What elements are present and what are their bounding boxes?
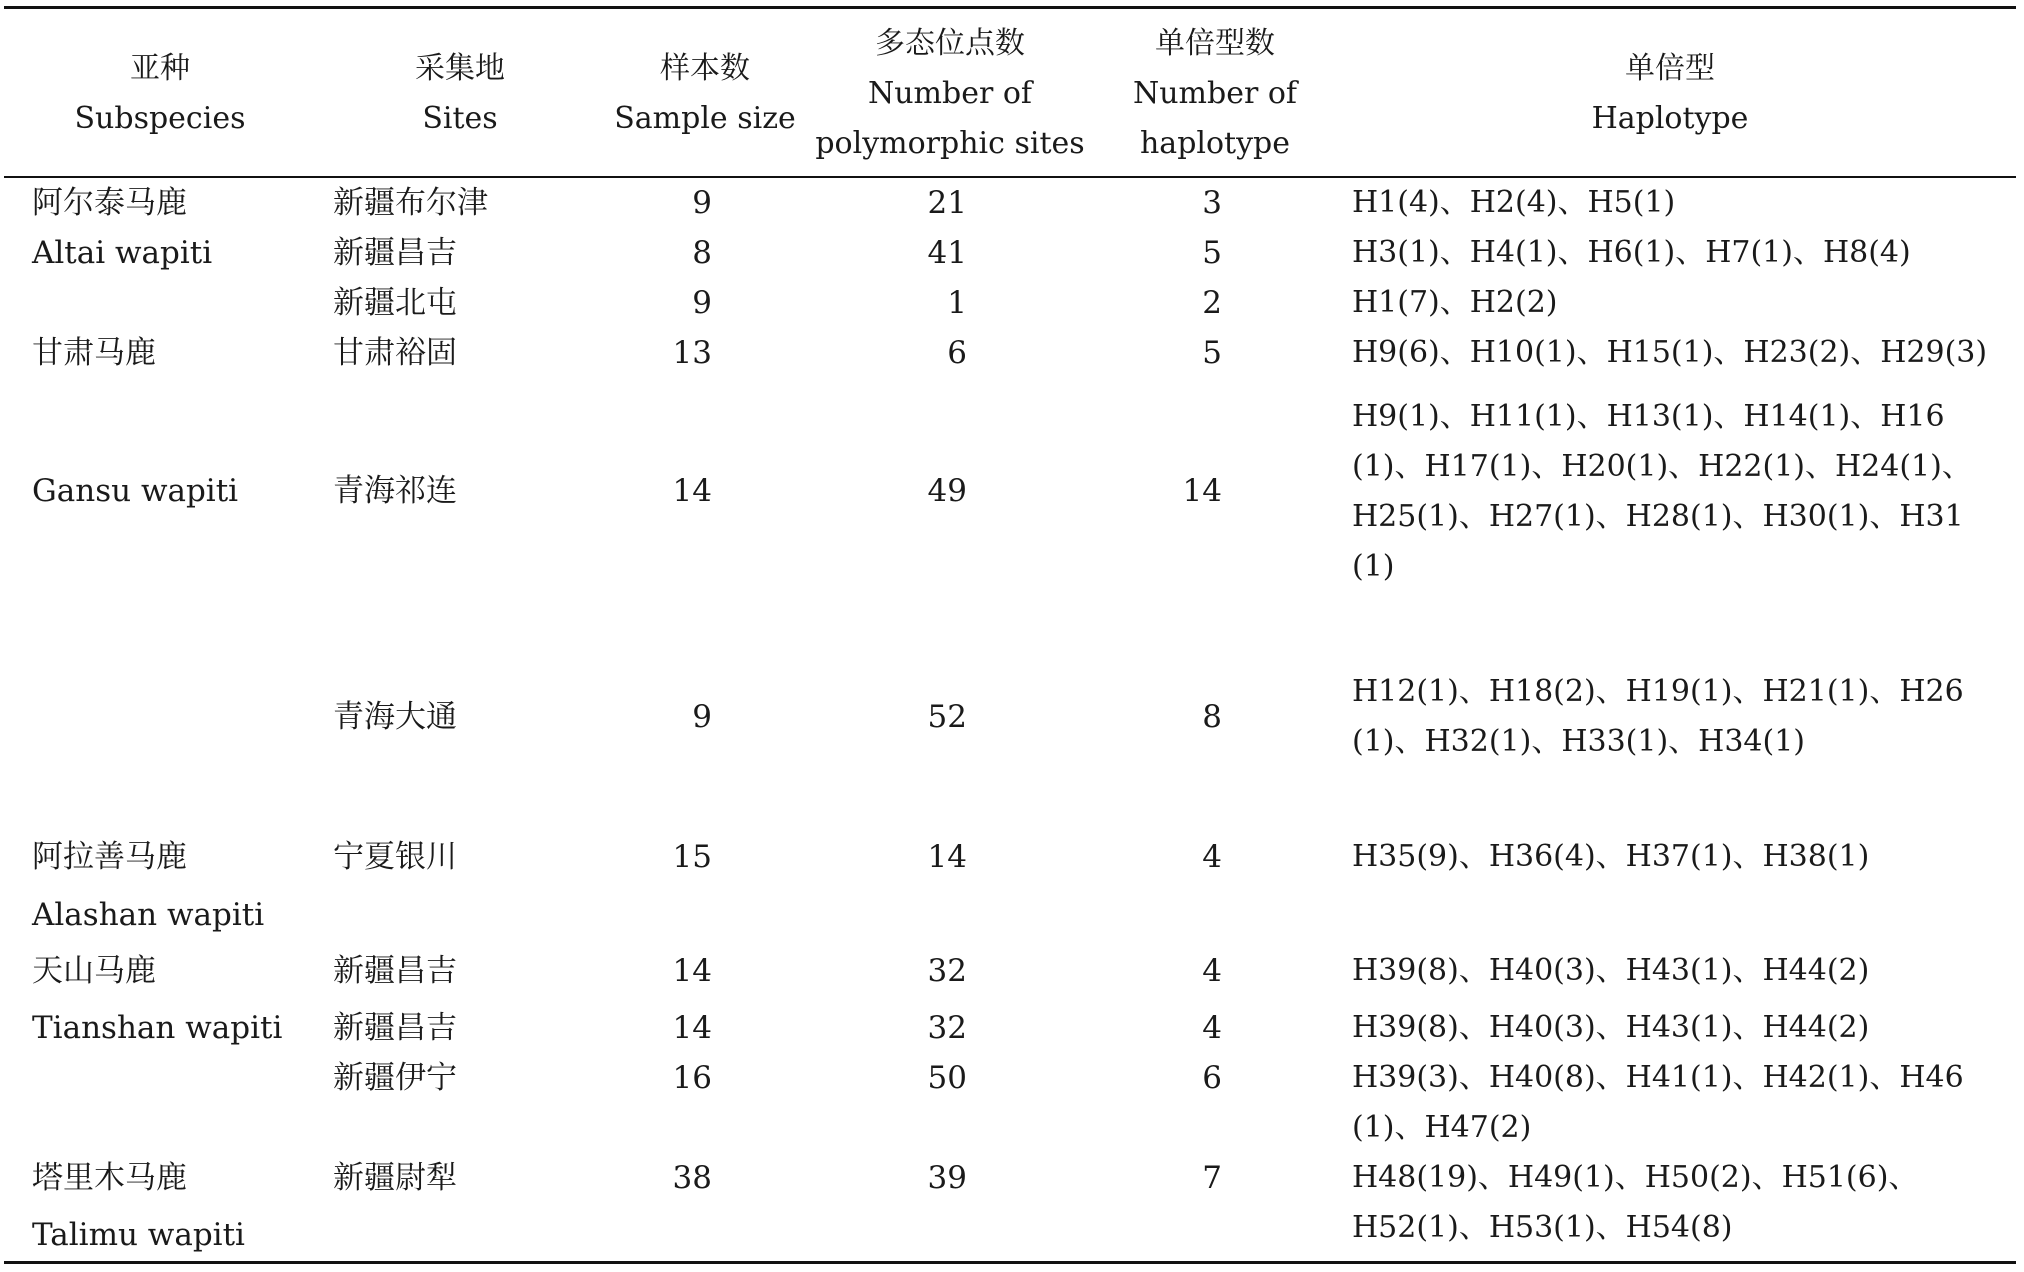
haplotype-line: H3(1)、H4(1)、H6(1)、H7(1)、H8(4) xyxy=(1352,235,1911,270)
header-polymorphic-en2: polymorphic sites xyxy=(815,126,1085,161)
header-haplotype-num-en2: haplotype xyxy=(1139,126,1291,161)
table-bottom-rule xyxy=(4,1261,2016,1264)
haplotype-line: H9(1)、H11(1)、H13(1)、H14(1)、H16 xyxy=(1352,399,1945,434)
header-sites-en: Sites xyxy=(422,101,498,136)
header-sites xyxy=(360,44,560,144)
haplotype-line: H39(3)、H40(8)、H41(1)、H42(1)、H46 xyxy=(1352,1060,1964,1095)
cell-haplotypes xyxy=(1352,178,2024,228)
cell-subspecies: 阿尔泰马鹿 xyxy=(32,185,187,221)
cell-haplotype-count: 4 xyxy=(1202,953,1222,989)
header-sample-size xyxy=(600,44,810,144)
cell-site: 青海祁连 xyxy=(333,473,457,509)
header-polymorphic-en1: Number of xyxy=(867,76,1033,111)
haplotype-line: H39(8)、H40(3)、H43(1)、H44(2) xyxy=(1352,1010,1870,1045)
header-sample-size-en: Sample size xyxy=(614,101,796,136)
cell-polymorphic-sites: 14 xyxy=(927,839,967,875)
cell-haplotypes xyxy=(1352,328,2024,378)
haplotype-line: H39(8)、H40(3)、H43(1)、H44(2) xyxy=(1352,953,1870,988)
cell-subspecies: 塔里木马鹿 xyxy=(32,1160,187,1196)
cell-polymorphic-sites: 50 xyxy=(927,1060,967,1096)
cell-haplotype-count: 8 xyxy=(1202,699,1222,735)
cell-sample-size: 14 xyxy=(672,1010,712,1046)
cell-site: 青海大通 xyxy=(333,699,457,735)
header-haplotype-en: Haplotype xyxy=(1591,101,1749,136)
haplotype-line: H25(1)、H27(1)、H28(1)、H30(1)、H31 xyxy=(1352,499,1964,534)
header-haplotype-num-en1: Number of xyxy=(1132,76,1298,111)
cell-sample-size: 8 xyxy=(692,235,712,271)
table-top-rule xyxy=(4,6,2016,9)
header-number-of-haplotype xyxy=(1110,19,1320,169)
haplotype-line: (1)、H47(2) xyxy=(1352,1110,1532,1145)
cell-polymorphic-sites: 6 xyxy=(947,335,967,371)
cell-sample-size: 13 xyxy=(672,335,712,371)
cell-subspecies: Gansu wapiti xyxy=(32,473,239,509)
cell-sample-size: 15 xyxy=(672,839,712,875)
cell-subspecies: Tianshan wapiti xyxy=(32,1010,283,1046)
header-haplotype xyxy=(1470,44,1870,144)
header-sample-size-cn: 样本数 xyxy=(660,51,750,86)
cell-haplotypes xyxy=(1352,832,2024,882)
cell-haplotypes xyxy=(1352,228,2024,278)
cell-haplotypes xyxy=(1352,1153,2024,1253)
cell-sample-size: 14 xyxy=(672,953,712,989)
cell-haplotype-count: 7 xyxy=(1202,1160,1222,1196)
cell-site: 新疆昌吉 xyxy=(333,235,457,271)
cell-haplotype-count: 6 xyxy=(1202,1060,1222,1096)
cell-haplotype-count: 5 xyxy=(1202,235,1222,271)
cell-subspecies: 阿拉善马鹿 xyxy=(32,839,187,875)
cell-site: 新疆北屯 xyxy=(333,285,457,321)
haplotype-line: H48(19)、H49(1)、H50(2)、H51(6)、 xyxy=(1352,1160,1919,1195)
cell-sample-size: 38 xyxy=(672,1160,712,1196)
cell-haplotypes xyxy=(1352,1053,2024,1153)
cell-haplotypes xyxy=(1352,667,2024,767)
cell-haplotypes xyxy=(1352,1003,2024,1053)
cell-polymorphic-sites: 52 xyxy=(927,699,967,735)
cell-polymorphic-sites: 39 xyxy=(927,1160,967,1196)
haplotype-line: H1(7)、H2(2) xyxy=(1352,285,1558,320)
cell-haplotype-count: 14 xyxy=(1182,473,1222,509)
cell-polymorphic-sites: 32 xyxy=(927,953,967,989)
cell-site: 甘肃裕固 xyxy=(333,335,457,371)
cell-site: 新疆尉犁 xyxy=(333,1160,457,1196)
haplotype-line: H35(9)、H36(4)、H37(1)、H38(1) xyxy=(1352,839,1870,874)
cell-sample-size: 9 xyxy=(692,285,712,321)
cell-polymorphic-sites: 21 xyxy=(927,185,967,221)
header-haplotype-cn: 单倍型 xyxy=(1625,51,1715,86)
cell-site: 新疆伊宁 xyxy=(333,1060,457,1096)
header-subspecies xyxy=(40,44,280,144)
cell-subspecies: Altai wapiti xyxy=(32,235,213,271)
cell-site: 新疆昌吉 xyxy=(333,953,457,989)
haplotype-line: H12(1)、H18(2)、H19(1)、H21(1)、H26 xyxy=(1352,674,1964,709)
cell-subspecies: Talimu wapiti xyxy=(32,1217,245,1253)
cell-sample-size: 9 xyxy=(692,699,712,735)
cell-haplotype-count: 2 xyxy=(1202,285,1222,321)
cell-site: 宁夏银川 xyxy=(333,839,457,875)
cell-sample-size: 14 xyxy=(672,473,712,509)
haplotype-line: (1) xyxy=(1352,549,1395,584)
cell-haplotype-count: 4 xyxy=(1202,1010,1222,1046)
cell-sample-size: 16 xyxy=(672,1060,712,1096)
header-sites-cn: 采集地 xyxy=(415,51,505,86)
cell-subspecies: 天山马鹿 xyxy=(32,953,156,989)
header-polymorphic-sites xyxy=(800,19,1100,169)
cell-polymorphic-sites: 41 xyxy=(927,235,967,271)
cell-sample-size: 9 xyxy=(692,185,712,221)
header-haplotype-num-cn: 单倍型数 xyxy=(1155,26,1275,61)
cell-haplotypes xyxy=(1352,946,2024,996)
cell-haplotype-count: 3 xyxy=(1202,185,1222,221)
haplotype-line: H52(1)、H53(1)、H54(8) xyxy=(1352,1210,1733,1245)
cell-polymorphic-sites: 1 xyxy=(947,285,967,321)
cell-polymorphic-sites: 32 xyxy=(927,1010,967,1046)
cell-subspecies: 甘肃马鹿 xyxy=(32,335,156,371)
cell-haplotypes xyxy=(1352,278,2024,328)
header-subspecies-en: Subspecies xyxy=(74,101,246,136)
header-subspecies-cn: 亚种 xyxy=(130,51,190,86)
cell-site: 新疆布尔津 xyxy=(333,185,488,221)
cell-haplotype-count: 4 xyxy=(1202,839,1222,875)
haplotype-line: (1)、H17(1)、H20(1)、H22(1)、H24(1)、 xyxy=(1352,449,1972,484)
cell-site: 新疆昌吉 xyxy=(333,1010,457,1046)
header-polymorphic-cn: 多态位点数 xyxy=(875,26,1025,61)
cell-polymorphic-sites: 49 xyxy=(927,473,967,509)
haplotype-line: H9(6)、H10(1)、H15(1)、H23(2)、H29(3) xyxy=(1352,335,1988,370)
cell-subspecies: Alashan wapiti xyxy=(32,897,265,933)
haplotype-line: (1)、H32(1)、H33(1)、H34(1) xyxy=(1352,724,1805,759)
cell-haplotypes xyxy=(1352,392,2024,592)
cell-haplotype-count: 5 xyxy=(1202,335,1222,371)
haplotype-line: H1(4)、H2(4)、H5(1) xyxy=(1352,185,1676,220)
